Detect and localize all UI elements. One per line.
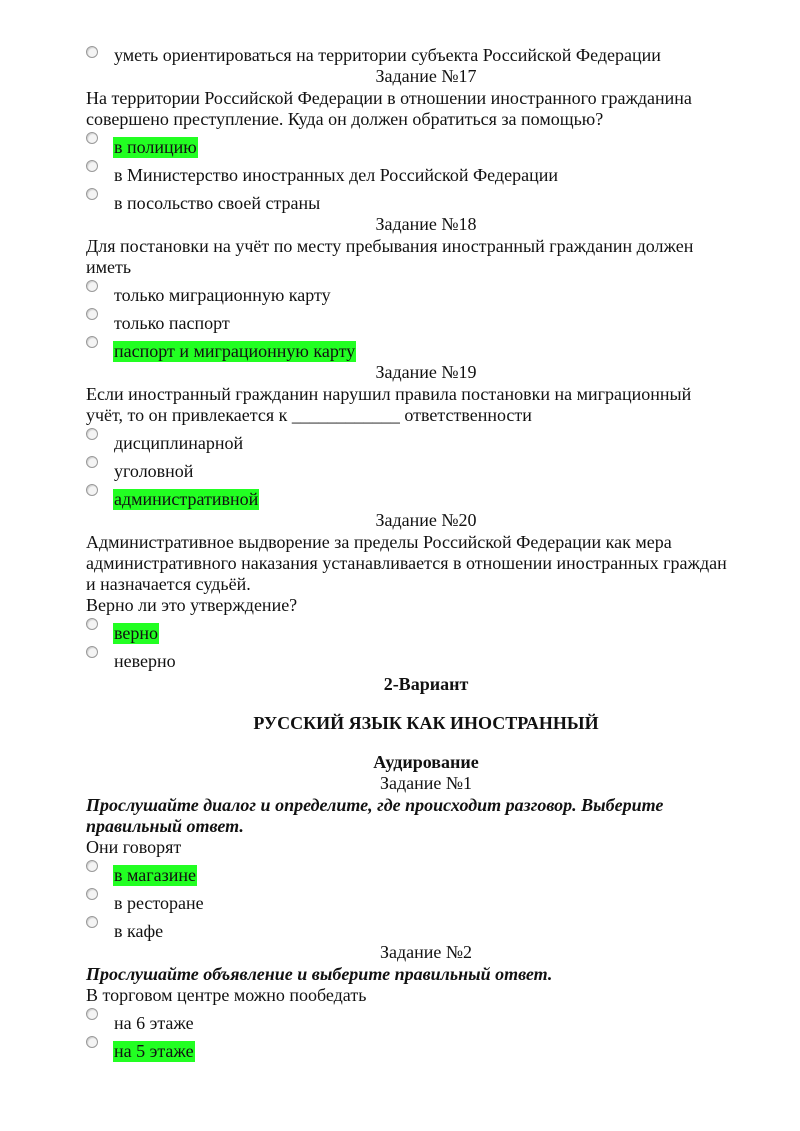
variant-heading: 2-Вариант <box>383 674 469 694</box>
option-label: только миграционную карту <box>114 285 331 305</box>
answer-option <box>86 858 766 886</box>
radio-button-icon[interactable] <box>86 888 98 900</box>
answer-option <box>86 1006 766 1034</box>
task-19-title: Задание №19 <box>375 362 477 382</box>
radio-button-icon[interactable] <box>86 160 98 172</box>
listening-task-1-title: Задание №1 <box>379 773 473 793</box>
task-20-question-line: и назначается судьёй. <box>86 574 251 594</box>
task-17-title: Задание №17 <box>375 66 477 86</box>
option-label: в посольство своей страны <box>114 193 321 213</box>
radio-button-icon[interactable] <box>86 188 98 200</box>
subject-heading: РУССКИЙ ЯЗЫК КАК ИНОСТРАННЫЙ <box>253 713 599 733</box>
radio-button-icon[interactable] <box>86 280 98 292</box>
answer-option <box>86 44 766 66</box>
radio-button-icon[interactable] <box>86 336 98 348</box>
answer-option <box>86 278 766 306</box>
option-label-correct: верно <box>114 623 159 643</box>
option-label: дисциплинарной <box>114 433 244 453</box>
answer-option <box>86 334 766 362</box>
answer-option <box>86 158 766 186</box>
answer-option <box>86 886 766 914</box>
option-label-correct: в полицию <box>114 137 197 157</box>
radio-button-icon[interactable] <box>86 618 98 630</box>
radio-button-icon[interactable] <box>86 456 98 468</box>
answer-option <box>86 482 766 510</box>
radio-button-icon[interactable] <box>86 46 98 58</box>
answer-option <box>86 306 766 334</box>
task-17-question-line: совершено преступление. Куда он должен обратиться за помощью? <box>86 109 604 129</box>
listening-task-1-instruction: Прослушайте диалог и определите, где происходит разговор. Выберите <box>86 795 664 815</box>
answer-option <box>86 616 766 644</box>
task-20-question-line: Административное выдворение за пределы Российской Федерации как мера <box>86 532 672 552</box>
answer-option <box>86 426 766 454</box>
listening-task-2-title: Задание №2 <box>379 942 473 962</box>
radio-button-icon[interactable] <box>86 308 98 320</box>
option-label: в Министерство иностранных дел Российской Федерации <box>114 165 558 185</box>
option-label-correct: паспорт и миграционную карту <box>114 341 356 361</box>
answer-option <box>86 130 766 158</box>
radio-button-icon[interactable] <box>86 1036 98 1048</box>
task-20-question-line: административного наказания устанавливается в отношении иностранных граждан <box>86 553 727 573</box>
radio-button-icon[interactable] <box>86 132 98 144</box>
listening-task-2-instruction: Прослушайте объявление и выберите правильный ответ. <box>86 964 553 984</box>
radio-button-icon[interactable] <box>86 646 98 658</box>
option-label: на 6 этаже <box>114 1013 194 1033</box>
answer-option <box>86 1034 766 1062</box>
option-label: в кафе <box>114 921 164 941</box>
answer-option <box>86 914 766 942</box>
answer-option <box>86 454 766 482</box>
radio-button-icon[interactable] <box>86 428 98 440</box>
answer-option <box>86 644 766 672</box>
task-19-question-line: Если иностранный гражданин нарушил правила постановки на миграционный <box>86 384 692 404</box>
task-17-question-line: На территории Российской Федерации в отношении иностранного гражданина <box>86 88 692 108</box>
document-page <box>86 44 766 1062</box>
radio-button-icon[interactable] <box>86 484 98 496</box>
radio-button-icon[interactable] <box>86 1008 98 1020</box>
option-label: уметь ориентироваться на территории субъекта Российской Федерации <box>114 45 661 65</box>
task-19-question-line: учёт, то он привлекается к ____________ ответственности <box>86 405 532 425</box>
task-18-title: Задание №18 <box>375 214 477 234</box>
option-label-correct: в магазине <box>114 865 196 885</box>
option-label: только паспорт <box>114 313 230 333</box>
task-18-question-line: Для постановки на учёт по месту пребывания иностранный гражданин должен <box>86 236 694 256</box>
radio-button-icon[interactable] <box>86 860 98 872</box>
task-20-question-line: Верно ли это утверждение? <box>86 595 298 615</box>
listening-task-1-question: Они говорят <box>86 837 182 857</box>
section-heading: Аудирование <box>373 752 479 772</box>
radio-button-icon[interactable] <box>86 916 98 928</box>
listening-task-2-question: В торговом центре можно пообедать <box>86 985 367 1005</box>
option-label-correct: на 5 этаже <box>114 1041 194 1061</box>
option-label: в ресторане <box>114 893 204 913</box>
task-18-question-line: иметь <box>86 257 132 277</box>
answer-option <box>86 186 766 214</box>
task-20-title: Задание №20 <box>375 510 477 530</box>
option-label: уголовной <box>114 461 194 481</box>
option-label-correct: административной <box>114 489 259 509</box>
option-label: неверно <box>114 651 176 671</box>
listening-task-1-instruction: правильный ответ. <box>86 816 244 836</box>
